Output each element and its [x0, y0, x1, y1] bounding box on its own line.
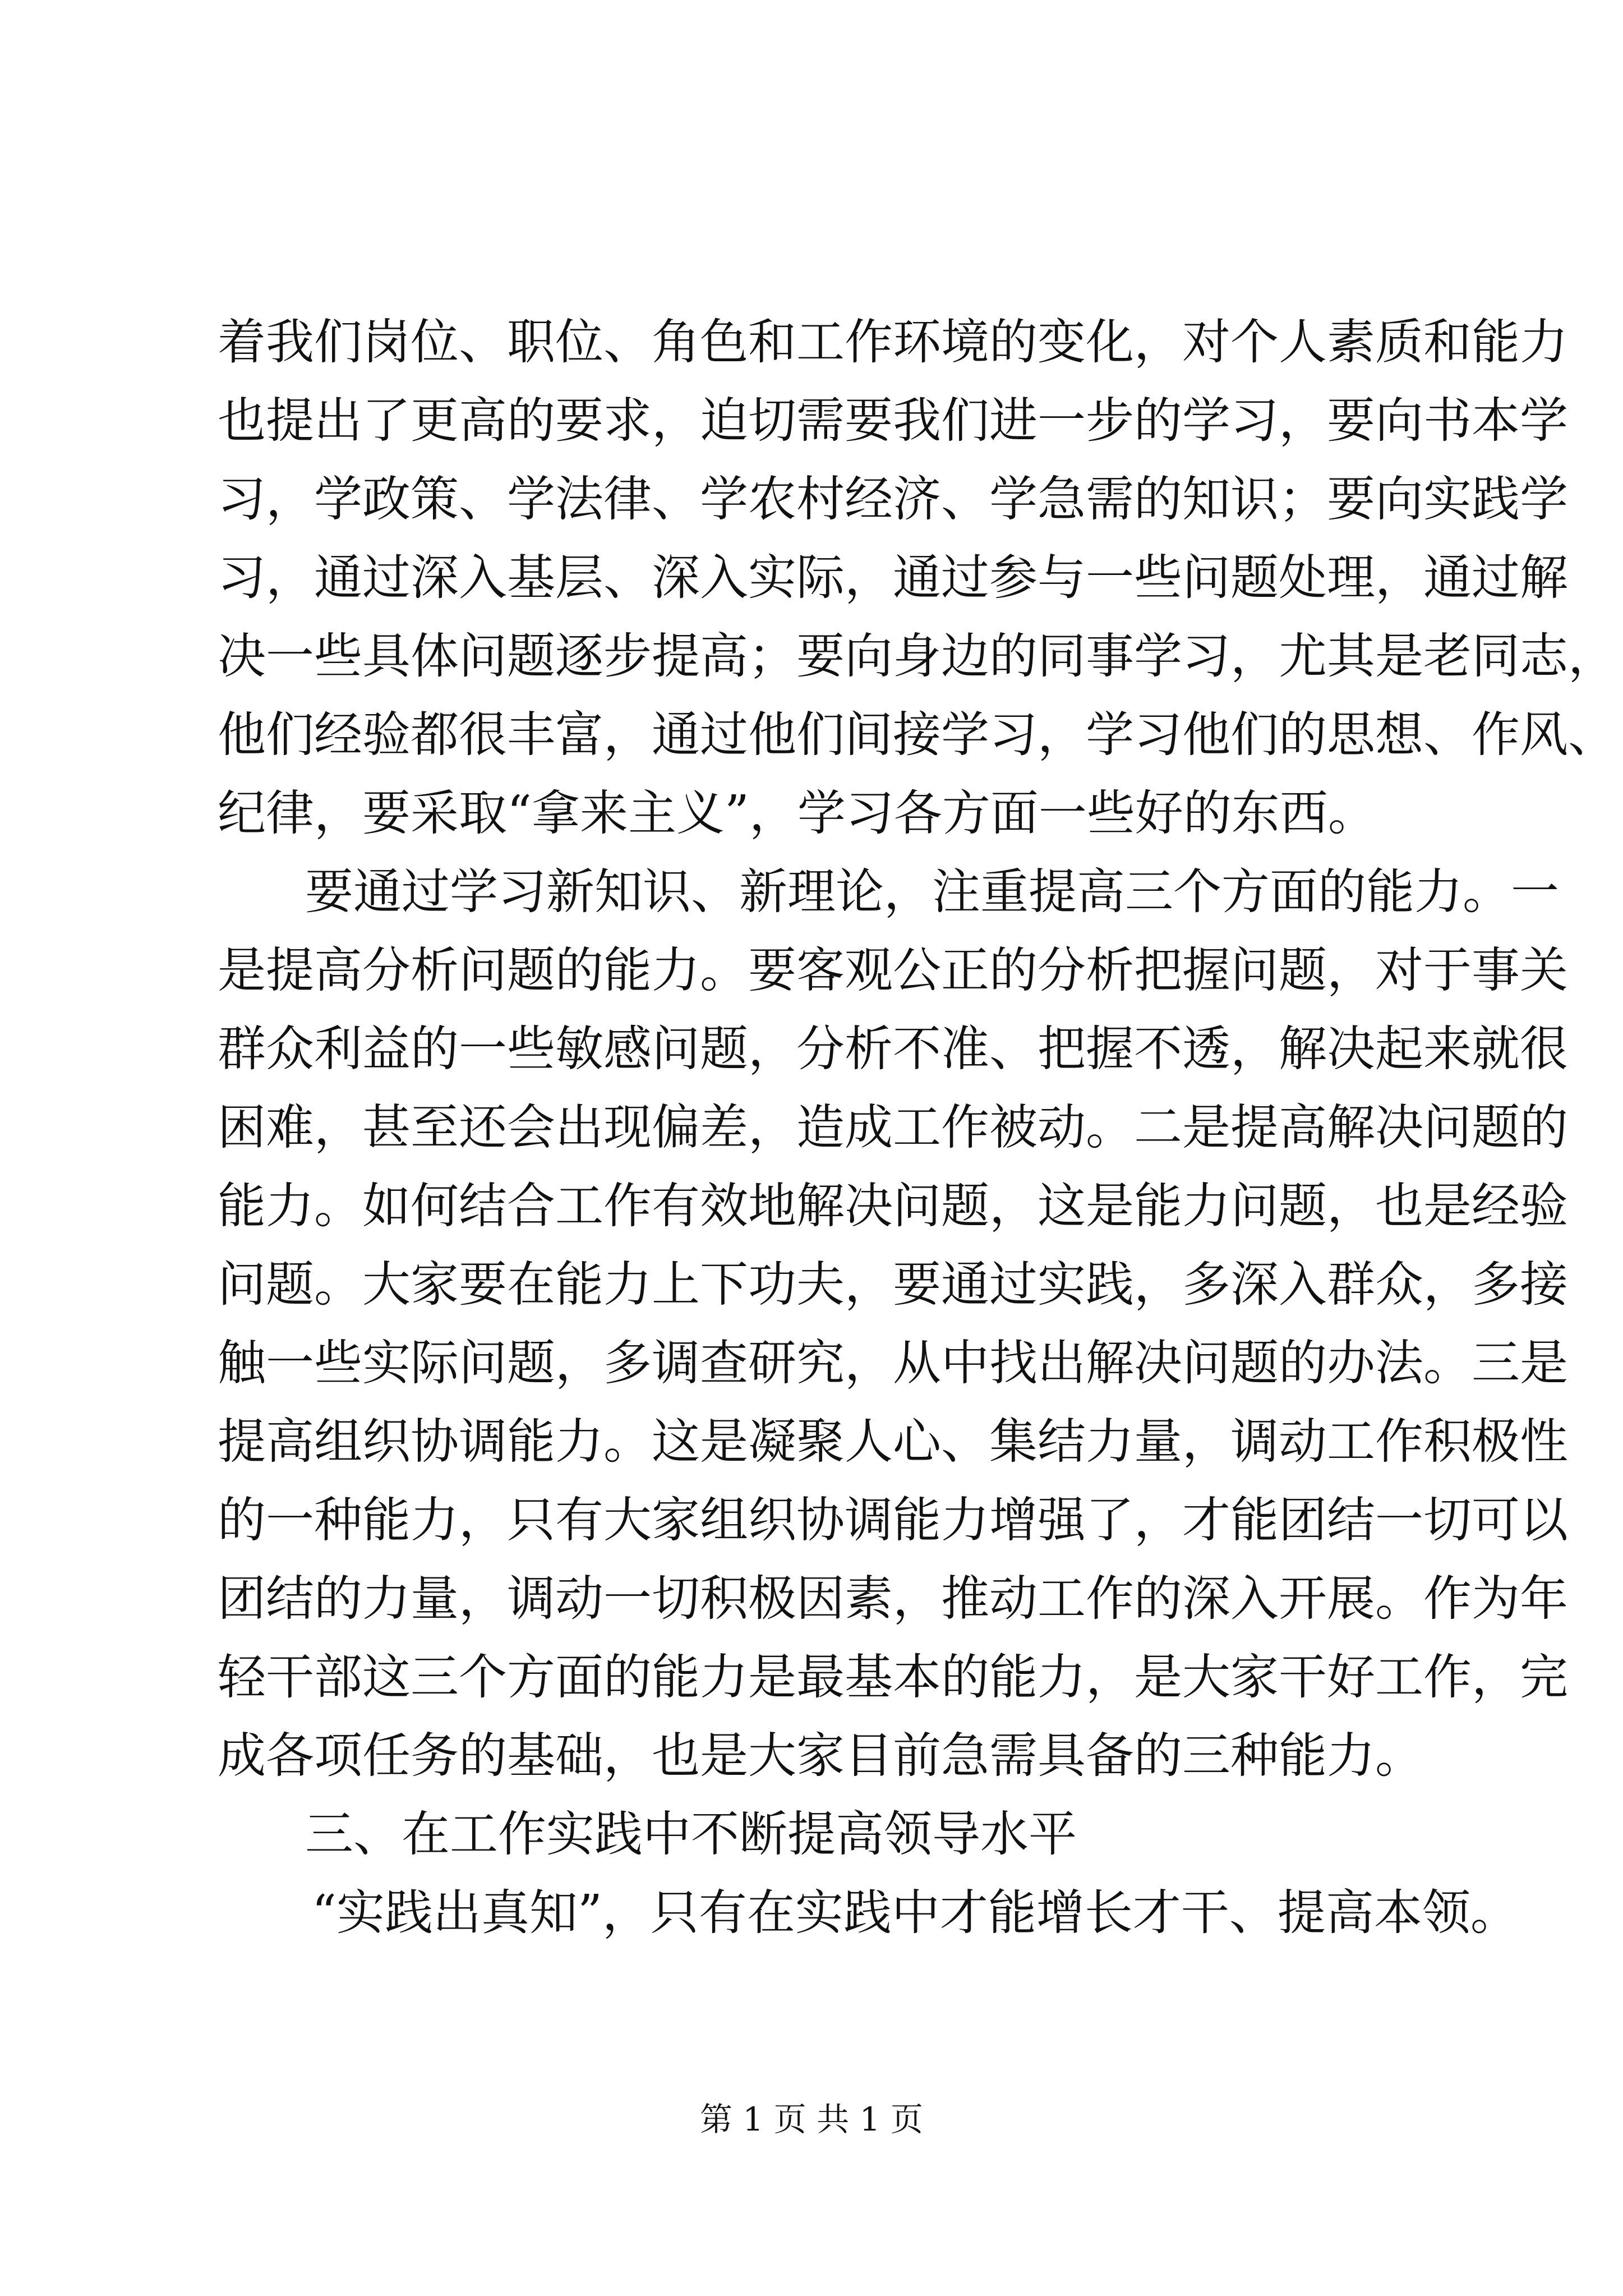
paragraph-2-line-3: 群众利益的一些敏感问题，分析不准、把握不透，解决起来就很: [218, 1021, 1568, 1077]
document-body: [218, 303, 1616, 1952]
paragraph-1-line-6: 他们经验都很丰富，通过他们间接学习，学习他们的思想、作风、: [218, 707, 1616, 763]
paragraph-2-line-2: 是提高分析问题的能力。要客观公正的分析把握问题，对于事关: [218, 942, 1568, 999]
paragraph-2-line-1: 要通过学习新知识、新理论，注重提高三个方面的能力。一: [305, 864, 1559, 920]
paragraph-1-line-4: 习，通过深入基层、深入实际，通过参与一些问题处理，通过解: [218, 550, 1568, 606]
paragraph-2-line-4: 困难，甚至还会出现偏差，造成工作被动。二是提高解决问题的: [218, 1099, 1568, 1156]
paragraph-1-line-1: 着我们岗位、职位、角色和工作环境的变化，对个人素质和能力: [218, 314, 1568, 370]
paragraph-1-line-7: 纪律，要采取“拿来主义”，学习各方面一些好的东西。: [218, 785, 1376, 841]
section-heading-3: 三、在工作实践中不断提高领导水平: [305, 1806, 1077, 1862]
paragraph-1-line-3: 习，学政策、学法律、学农村经济、学急需的知识；要向实践学: [218, 471, 1568, 527]
paragraph-2-line-6: 问题。大家要在能力上下功夫，要通过实践，多深入群众，多接: [218, 1257, 1568, 1313]
paragraph-1-line-2: 也提出了更高的要求，迫切需要我们进一步的学习，要向书本学: [218, 393, 1568, 449]
paragraph-2-line-7: 触一些实际问题，多调查研究，从中找出解决问题的办法。三是: [218, 1335, 1568, 1391]
paragraph-2-line-10: 团结的力量，调动一切积极因素，推动工作的深入开展。作为年: [218, 1571, 1568, 1627]
page-footer: 第 1 页 共 1 页: [700, 2100, 923, 2138]
paragraph-2-line-9: 的一种能力，只有大家组织协调能力增强了，才能团结一切可以: [218, 1492, 1568, 1548]
paragraph-2-line-8: 提高组织协调能力。这是凝聚人心、集结力量，调动工作积极性: [218, 1414, 1568, 1470]
paragraph-1-line-5: 决一些具体问题逐步提高；要向身边的同事学习，尤其是老同志，: [218, 628, 1616, 684]
paragraph-3-line-1: “实践出真知”，只有在实践中才能增长才干、提高本领。: [312, 1885, 1519, 1941]
paragraph-2-line-11: 轻干部这三个方面的能力是最基本的能力，是大家干好工作，完: [218, 1649, 1568, 1705]
paragraph-2-line-5: 能力。如何结合工作有效地解决问题，这是能力问题，也是经验: [218, 1178, 1568, 1234]
paragraph-2-line-12: 成各项任务的基础，也是大家目前急需具备的三种能力。: [218, 1728, 1423, 1784]
